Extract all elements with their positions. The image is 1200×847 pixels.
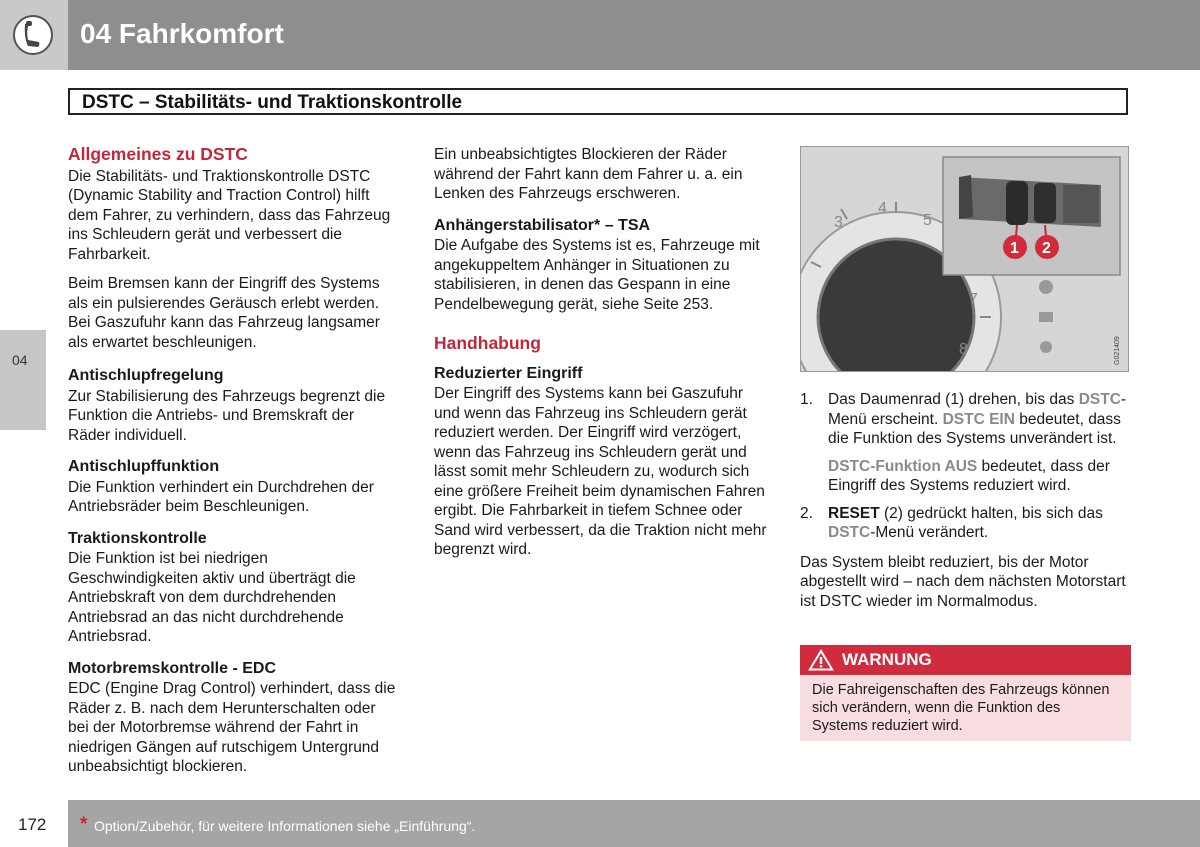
heading-allgemeines: Allgemeines zu DSTC — [68, 144, 248, 164]
thumb-wheel — [1006, 181, 1028, 225]
heading-tsa: Anhängerstabilisator* – TSA — [434, 216, 651, 234]
text-reduziert: Der Eingriff des Systems kann bei Gaszufuhr und wenn das Fahrzeug ins Schleudern gerät reduziert werden. Der Eingriff wird verzögert, wenn das Fahrzeug ins Schleudern gerät und lässt somit mehr Schleudern zu, wodurch sich eine größere Freiheit beim dynamischen Fahren ergibt. Die Fahrbarkeit in tiefem Schnee oder Sand wird verbessert, da die Traktion nicht mehr begrenzt wird. — [434, 385, 767, 558]
block-antischlupffunktion — [68, 457, 400, 517]
step-2 — [800, 504, 1130, 543]
step-2-text: -Menü verändert. — [870, 524, 989, 541]
block-antischlupfregelung — [68, 366, 400, 445]
warning-body: Die Fahreigenschaften des Fahrzeugs können sich verändern, wenn die Funktion des Systems reduziert wird. — [800, 675, 1131, 741]
header-icon-box — [0, 0, 68, 70]
heading-handhabung: Handhabung — [434, 333, 541, 353]
step-1-note-text: bedeutet, dass der Eingriff des Systems reduziert wird. — [828, 457, 1110, 494]
instrument-illustration — [801, 147, 1129, 372]
gauge-number: 7 — [969, 291, 978, 308]
callout-1-label: 1 — [1010, 240, 1019, 257]
step-1-note — [828, 457, 1130, 496]
step-2-dstc: DSTC — [828, 524, 871, 541]
paragraph-after-steps: Das System bleibt reduziert, bis der Motor abgestellt wird – nach dem nächsten Motorstart ist DSTC wieder im Normalmodus. — [800, 553, 1126, 610]
chapter-side-tab[interactable] — [0, 330, 46, 430]
step-1-text: -Menü erscheint. — [828, 391, 1127, 428]
page-number: 172 — [18, 815, 47, 834]
text-antischlupffunktion: Die Funktion verhindert ein Durchdrehen der Antriebsräder beim Beschleunigen. — [68, 478, 374, 515]
heading-edc: Motorbremskontrolle - EDC — [68, 659, 277, 677]
gauge-number: 8 — [959, 341, 968, 358]
heading-antischlupfregelung: Antischlupfregelung — [68, 367, 224, 384]
heading-antischlupffunktion: Antischlupffunktion — [68, 458, 220, 475]
warning-title: WARNUNG — [842, 650, 932, 669]
step-1-dstc: DSTC — [1078, 391, 1121, 408]
header-bar — [0, 0, 1200, 70]
block-tsa — [434, 216, 769, 315]
footer-note: Option/Zubehör, für weitere Informationen siehe „Einführung“. — [94, 818, 476, 834]
side-tab-label: 04 — [12, 352, 28, 368]
paragraph-intro: Die Stabilitäts- und Traktionskontrolle DSTC (Dynamic Stability and Traction Control) hilft dem Fahrer, zu verhindern, dass das Fahrzeug ins Schleudern gerät und verbessert die Fahrbarkeit. — [68, 167, 391, 263]
footer-bar — [68, 800, 1200, 847]
section-title: DSTC – Stabilitäts- und Traktionskontrolle — [82, 92, 463, 113]
step-1-text: bedeutet, dass die Funktion des Systems unverändert ist. — [828, 410, 1121, 447]
step-2-reset: RESET — [828, 504, 880, 522]
step-1-text: Das Daumenrad (1) drehen, bis das — [828, 391, 1079, 408]
text-tsa: Die Aufgabe des Systems ist es, Fahrzeuge mit angekuppeltem Anhänger in Situationen zu stabilisieren, in denen das Gespann in eine Pendelbewegung gerät, siehe Seite 253. — [434, 237, 760, 313]
warning-triangle-icon — [808, 649, 834, 671]
block-reduziert — [434, 364, 769, 560]
step-1-dstc-aus: DSTC-Funktion AUS — [828, 457, 978, 475]
paragraph-blockieren: Ein unbeabsichtigtes Blockieren der Räder während der Fahrt kann dem Fahrer u. a. ein Lenken des Fahrzeugs erschweren. — [434, 146, 743, 202]
reset-button — [1034, 183, 1056, 223]
step-2-text: (2) gedrückt halten, bis sich das — [879, 504, 1103, 522]
seat-icon — [12, 14, 54, 56]
text-edc: EDC (Engine Drag Control) verhindert, dass die Räder z. B. nach dem Herunterschalten oder bei der Motorbremse während der Fahrt in niedrigen Gängen auf rutschigem Untergrund unbeabsichtigt blockieren. — [68, 680, 396, 775]
block-edc — [68, 659, 400, 777]
figure-code: G021409 — [1114, 336, 1121, 365]
instrument-figure — [800, 146, 1129, 372]
middle-column — [434, 145, 769, 572]
steps-list — [800, 390, 1130, 611]
text-antischlupfregelung: Zur Stabilisierung des Fahrzeugs begrenzt die Funktion die Antriebs- und Bremskraft der Räder individuell. — [68, 387, 386, 444]
footer-asterisk: * — [80, 814, 88, 835]
left-column — [68, 145, 400, 789]
step-1-number: 1. — [800, 391, 813, 408]
paragraph-braking: Beim Bremsen kann der Eingriff des Systems als ein pulsierendes Geräusch erlebt werden. Bei Gaszufuhr kann das Fahrzeug langsamer als erwartet beschleunigen. — [68, 275, 380, 351]
step-1 — [800, 390, 1130, 449]
heading-reduziert: Reduzierter Eingriff — [434, 364, 583, 382]
callout-2-label: 2 — [1042, 240, 1051, 257]
gauge-number: 3 — [834, 214, 843, 231]
step-2-number: 2. — [800, 504, 813, 522]
section-title-box — [68, 88, 1128, 115]
warning-header — [800, 645, 1131, 675]
gauge-number: 4 — [878, 200, 887, 217]
heading-traktionskontrolle: Traktionskontrolle — [68, 529, 207, 547]
step-1-dstc-ein: DSTC EIN — [942, 410, 1015, 428]
chapter-title: 04 Fahrkomfort — [80, 18, 284, 49]
block-traktionskontrolle — [68, 529, 400, 647]
gauge-number: 5 — [923, 212, 932, 229]
text-traktionskontrolle: Die Funktion ist bei niedrigen Geschwindigkeiten aktiv und überträgt die Antriebskraft von dem durchdrehenden Antriebsrad an das nicht durchdrehende Antriebsrad. — [68, 550, 356, 645]
